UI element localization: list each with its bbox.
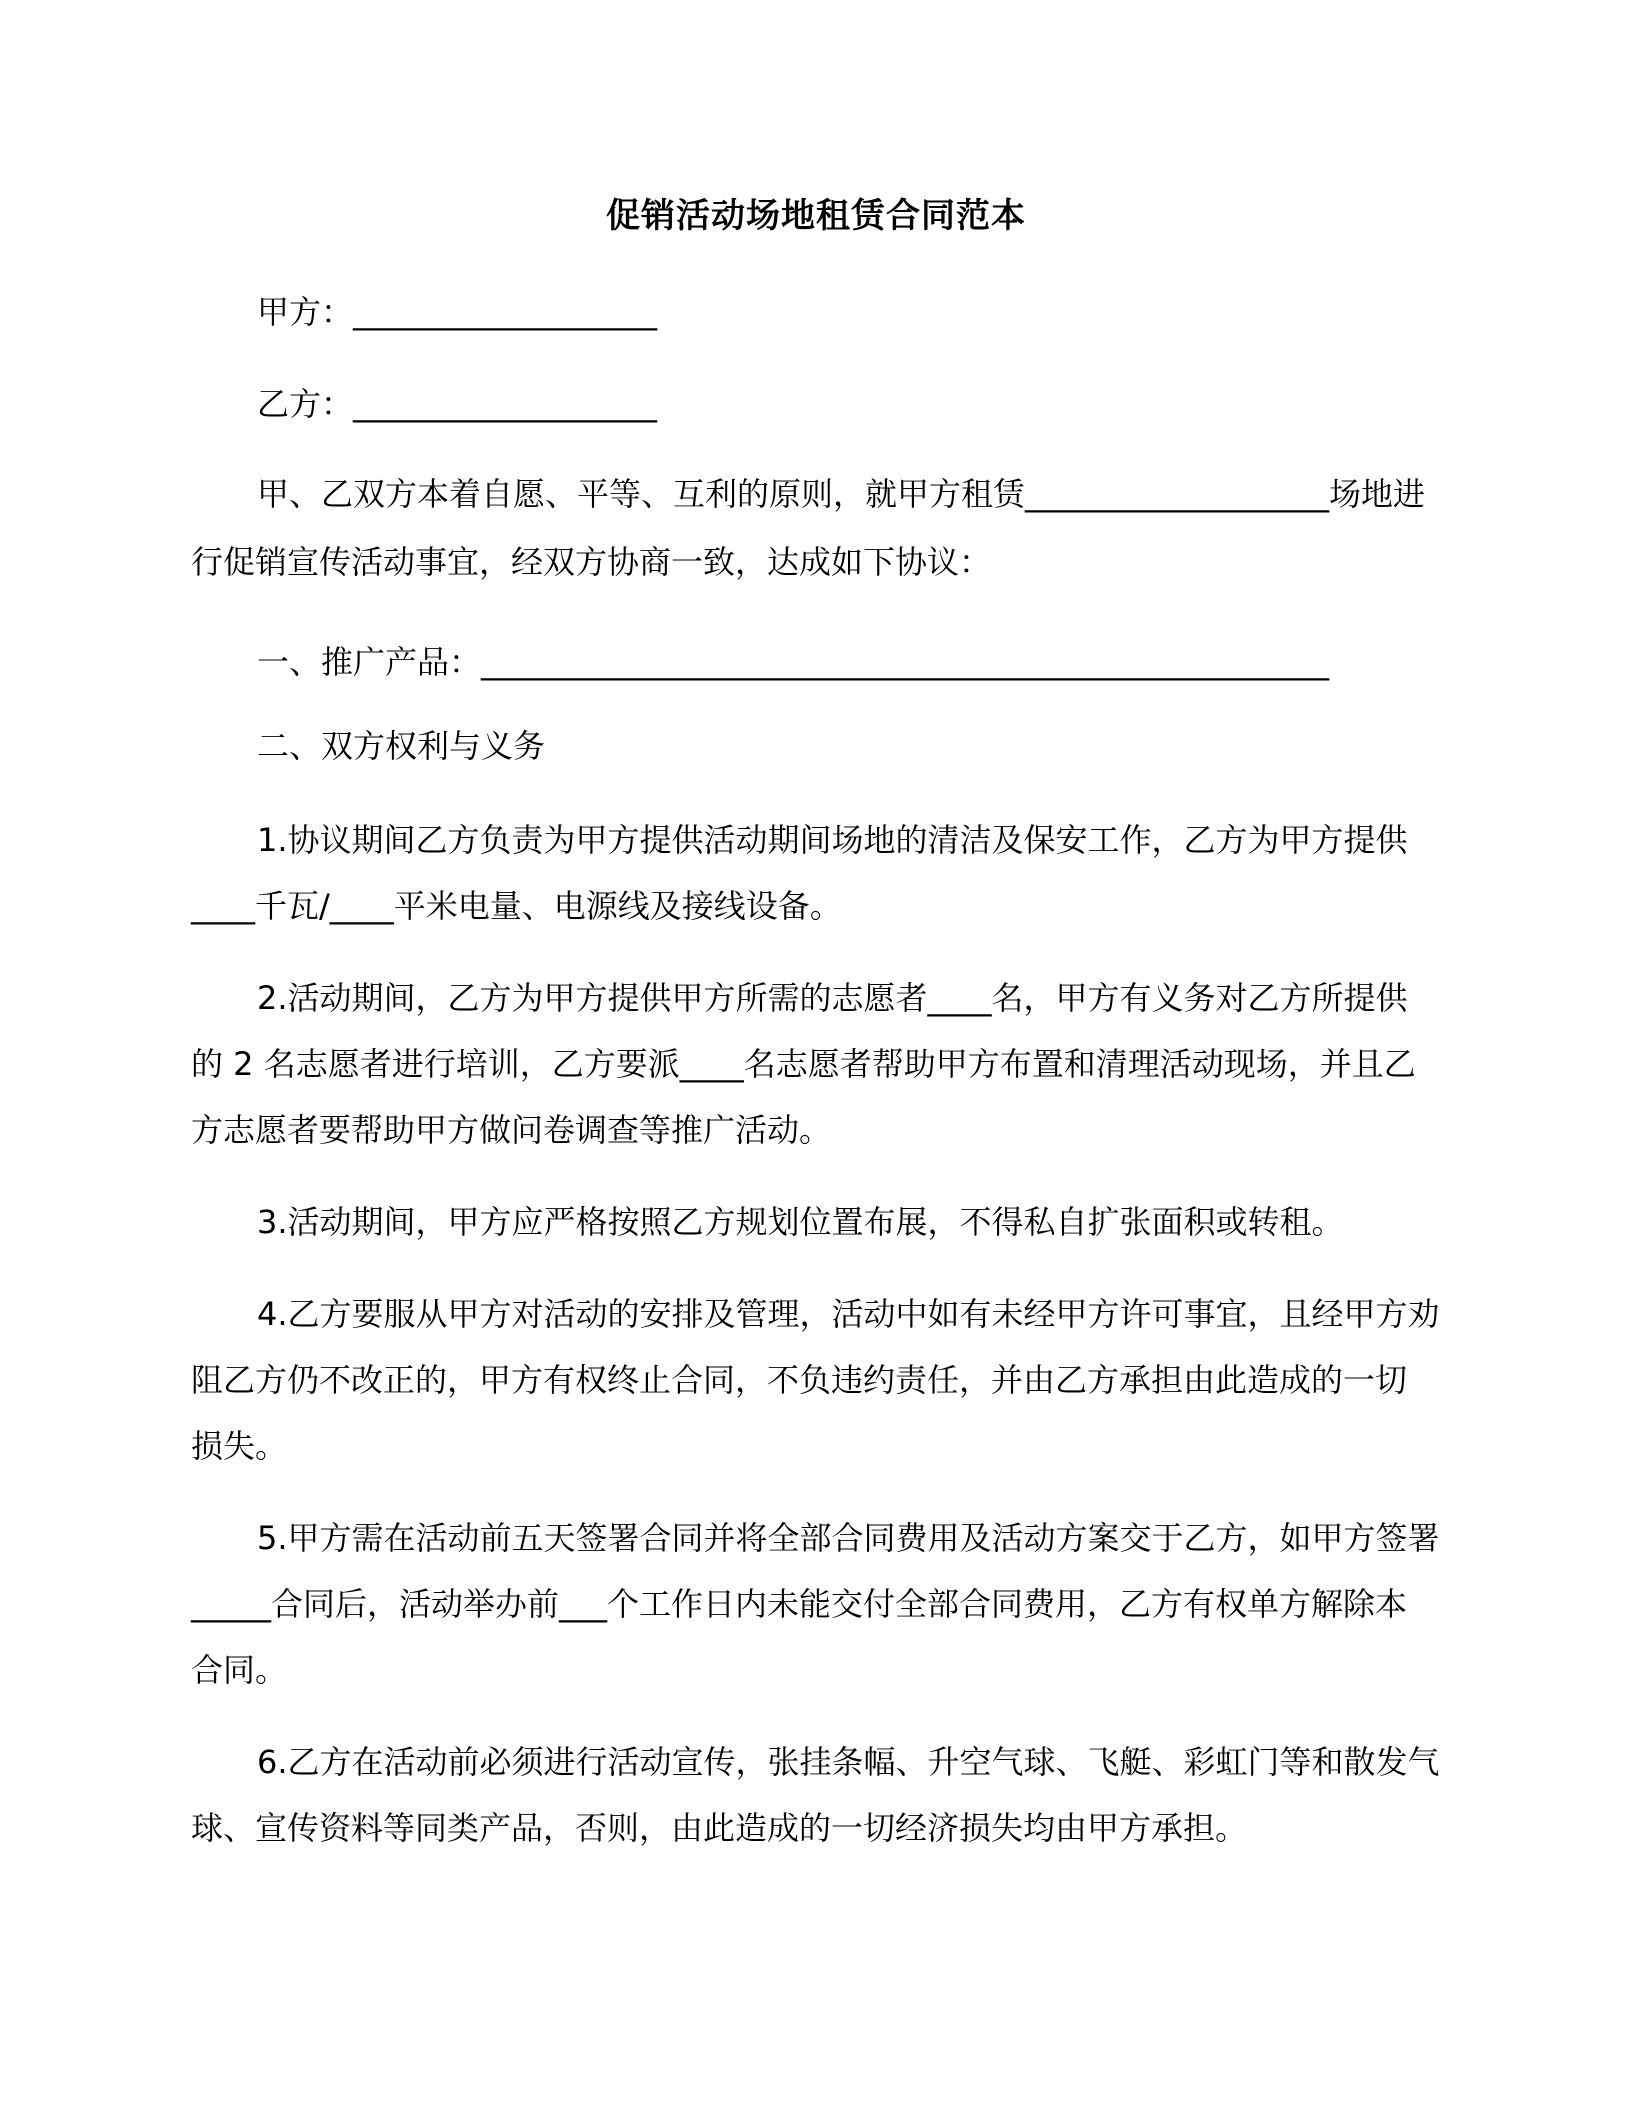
clause-6-line-1: 6.乙方在活动前必须进行活动宣传，张挂条幅、升空气球、飞艇、彩虹门等和散发气 xyxy=(257,1743,1440,1781)
clause-4-line-2: 阻乙方仍不改正的，甲方有权终止合同，不负违约责任，并由乙方承担由此造成的一切 xyxy=(191,1361,1408,1399)
clause-5-line-2: _____合同后，活动举办前___个工作日内未能交付全部合同费用，乙方有权单方解除本 xyxy=(191,1585,1408,1623)
clause-1-line-2: ____千瓦/____平米电量、电源线及接线设备。 xyxy=(191,887,842,925)
clause-2-line-2: 的 2 名志愿者进行培训，乙方要派____名志愿者帮助甲方布置和清理活动现场，并且乙 xyxy=(191,1045,1416,1083)
intro-line-2: 行促销宣传活动事宜，经双方协商一致，达成如下协议： xyxy=(191,543,992,581)
clause-2-line-1: 2.活动期间，乙方为甲方提供甲方所需的志愿者____名，甲方有义务对乙方所提供 xyxy=(257,979,1408,1017)
clause-3-line-1: 3.活动期间，甲方应严格按照乙方规划位置布展，不得私自扩张面积或转租。 xyxy=(257,1203,1344,1241)
clause-4-line-1: 4.乙方要服从甲方对活动的安排及管理，活动中如有未经甲方许可事宜，且经甲方劝 xyxy=(257,1295,1440,1333)
section-1-heading: 一、推广产品：_____________________________________________________ xyxy=(257,643,1330,681)
document-title: 促销活动场地租赁合同范本 xyxy=(606,196,1026,236)
clause-2-line-3: 方志愿者要帮助甲方做问卷调查等推广活动。 xyxy=(191,1111,832,1149)
clause-5-line-3: 合同。 xyxy=(191,1651,288,1689)
clause-6-line-2: 球、宣传资料等同类产品，否则，由此造成的一切经济损失均由甲方承担。 xyxy=(191,1809,1248,1847)
party-b-line: 乙方：___________________ xyxy=(257,385,658,423)
intro-line-1: 甲、乙双方本着自愿、平等、互利的原则，就甲方租赁___________________场地进 xyxy=(257,475,1426,513)
clause-5-line-1: 5.甲方需在活动前五天签署合同并将全部合同费用及活动方案交于乙方，如甲方签署 xyxy=(257,1519,1440,1557)
clause-1-line-1: 1.协议期间乙方负责为甲方提供活动期间场地的清洁及保安工作，乙方为甲方提供 xyxy=(257,821,1408,859)
party-a-line: 甲方：___________________ xyxy=(257,293,658,331)
clause-4-line-3: 损失。 xyxy=(191,1427,288,1465)
section-2-heading: 二、双方权利与义务 xyxy=(257,727,546,765)
